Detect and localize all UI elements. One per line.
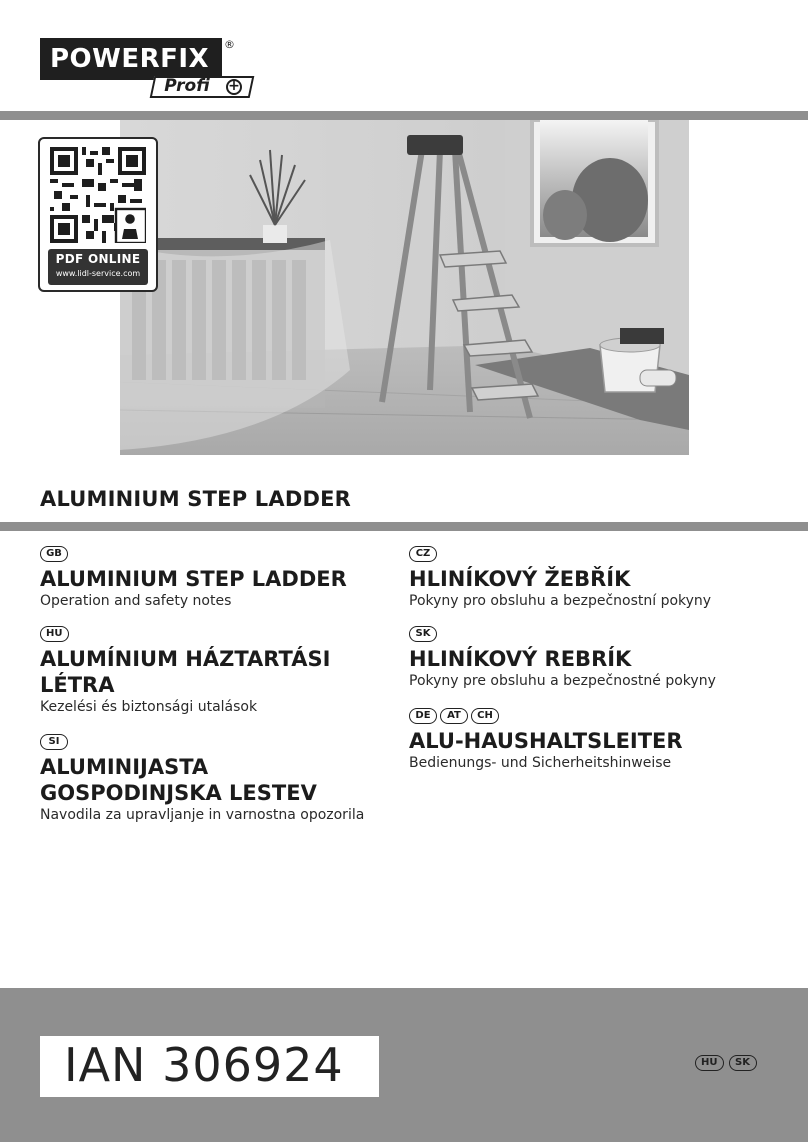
language-subtitle: Pokyny pro obsluhu a bezpečnostní pokyny bbox=[409, 593, 712, 609]
middle-divider bbox=[0, 522, 808, 531]
registered-mark: ® bbox=[224, 38, 235, 51]
language-title-line-2: LÉTRA bbox=[40, 673, 115, 697]
ian-number: IAN 306924 bbox=[64, 1038, 344, 1092]
country-badge-de: DE bbox=[409, 708, 437, 724]
footer-language-badges bbox=[695, 1055, 757, 1071]
language-subtitle: Kezelési és biztonsági utalások bbox=[40, 699, 258, 715]
language-subtitle: Pokyny pre obsluhu a bezpečnostné pokyny bbox=[409, 673, 716, 689]
country-badge-hu: HU bbox=[40, 626, 69, 642]
brand-sub: Profi bbox=[164, 76, 210, 96]
language-title: ALUMINIUM STEP LADDER bbox=[40, 567, 347, 591]
qr-code-panel[interactable] bbox=[38, 137, 158, 292]
brand-name: POWERFIX bbox=[40, 38, 222, 80]
language-title-line-2: GOSPODINJSKA LESTEV bbox=[40, 781, 317, 805]
language-block-sk bbox=[409, 626, 716, 690]
language-subtitle: Navodila za upravljanje in varnostna opozorila bbox=[40, 807, 365, 823]
brand-sub-badge bbox=[150, 76, 255, 98]
language-subtitle: Bedienungs- und Sicherheitshinweise bbox=[409, 755, 672, 771]
brand-logo bbox=[40, 38, 255, 100]
top-divider bbox=[0, 111, 808, 120]
ian-box bbox=[40, 1036, 379, 1097]
language-block-de-at-ch bbox=[409, 708, 683, 772]
language-block-hu bbox=[40, 626, 330, 716]
country-badge-hu: HU bbox=[695, 1055, 724, 1071]
language-block-gb bbox=[40, 546, 347, 610]
country-badge-at: AT bbox=[440, 708, 468, 724]
language-block-cz bbox=[409, 546, 711, 610]
plus-icon: + bbox=[226, 79, 242, 95]
product-photo bbox=[120, 120, 689, 455]
language-title: ALUMINIJASTA bbox=[40, 755, 209, 779]
country-badge-gb: GB bbox=[40, 546, 68, 562]
country-badge-sk: SK bbox=[729, 1055, 757, 1071]
country-badge-sk: SK bbox=[409, 626, 437, 642]
pdf-online-label bbox=[48, 249, 148, 285]
language-title: HLINÍKOVÝ REBRÍK bbox=[409, 647, 632, 671]
language-block-si bbox=[40, 734, 364, 824]
country-badge-ch: CH bbox=[471, 708, 499, 724]
qr-url[interactable]: www.lidl-service.com bbox=[55, 269, 141, 278]
footer-band bbox=[0, 988, 808, 1142]
country-badge-cz: CZ bbox=[409, 546, 437, 562]
language-title: ALUMÍNIUM HÁZTARTÁSI bbox=[40, 647, 331, 671]
qr-code-icon bbox=[50, 147, 146, 243]
page-title: ALUMINIUM STEP LADDER bbox=[40, 487, 352, 511]
language-title: HLINÍKOVÝ ŽEBŘÍK bbox=[409, 567, 631, 591]
qr-title: PDF ONLINE bbox=[55, 252, 141, 266]
language-title: ALU-HAUSHALTSLEITER bbox=[409, 729, 683, 753]
country-badge-si: SI bbox=[40, 734, 68, 750]
language-subtitle: Operation and safety notes bbox=[40, 593, 232, 609]
